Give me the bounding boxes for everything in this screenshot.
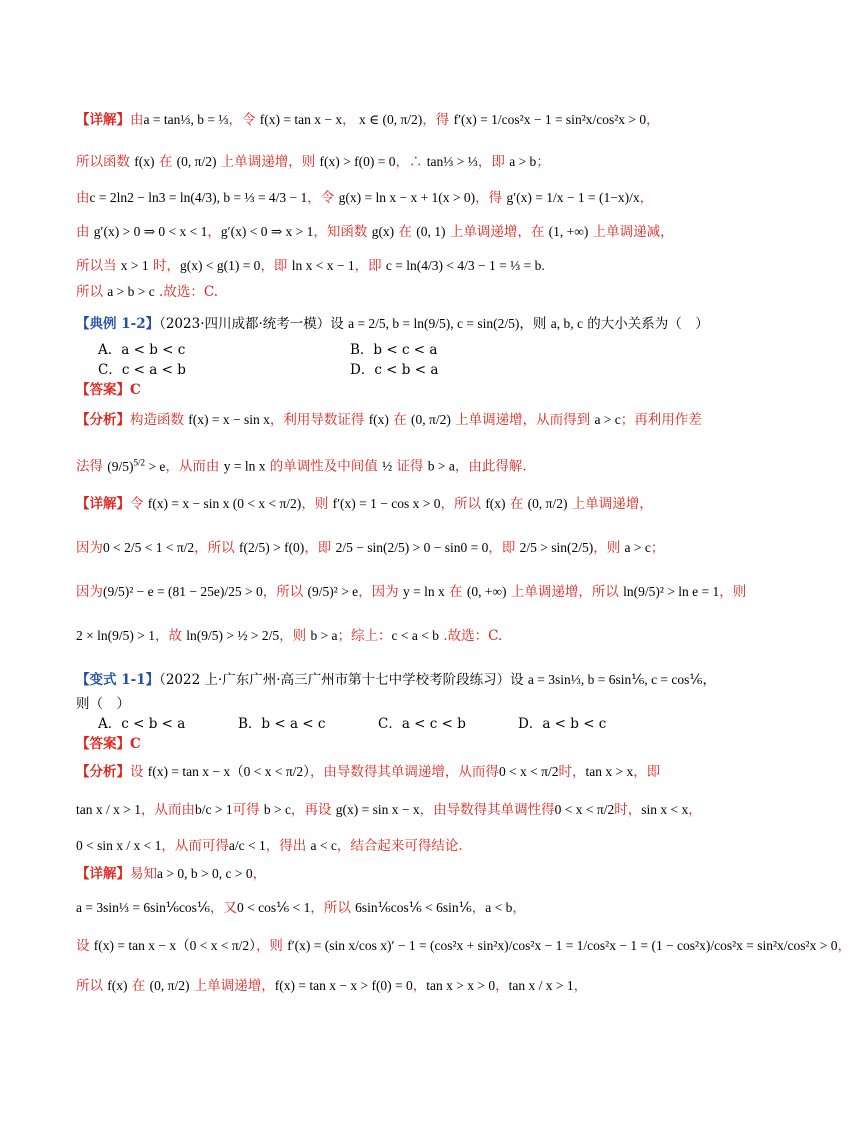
option-b: B．b < c < a [350,342,438,358]
text-line: 2 × ln(9/5) > 1，故 ln(9/5) > ½ > 2/5，则 b > a；综上：c < a < b .故选：C. [76,628,503,644]
option-a: A．a < b < c [98,342,186,358]
option-a: A．c < b < a [98,716,186,732]
text-line: 0 < sin x / x < 1，从而可得a/c < 1，得出 a < c，结合起来可得结论. [76,838,463,854]
text-line: 【分析】设 f(x) = tan x − x（0 < x < π/2），由导数得其单调递增，从而得0 < x < π/2时，tan x > x，即 [76,764,661,780]
text-line: 由c = 2ln2 − ln3 = ln(4/3), b = ⅓ = 4/3 − 1，令 g(x) = ln x − x + 1(x > 0)，得 g′(x) = 1/x − 1 = (1−x)/x， [76,190,654,206]
text-line: 法得 $(9/5)^{5/2} > e$，从而由 y = ln x 的单调性及中间值 ½ 证得 b > a，由此得解. [76,457,527,475]
text-line: 【分析】构造函数 f(x) = x − sin x，利用导数证得 f(x) 在 (0, π/2) 上单调递增，从而得到 a > c；再利用作差 [76,412,702,428]
text-line: 由 g′(x) > 0 ⇒ 0 < x < 1，g′(x) < 0 ⇒ x > 1，知函数 g(x) 在 (0, 1) 上单调递增，在 (1, +∞) 上单调递减， [76,224,674,240]
text-line: 设 f(x) = tan x − x（0 < x < π/2），则 f′(x) = (sin x/cos x)′ − 1 = (cos²x + sin²x)/cos²x − 1 = 1/cos²x − 1 = (1 − cos²x)/cos²x = sin²x/cos²x > 0， [76,938,851,954]
text-line: 所以当 x > 1 时，g(x) < g(1) = 0，即 ln x < x − 1，即 c = ln(4/3) < 4/3 − 1 = ⅓ = b. [76,258,545,274]
option-d: D．c < b < a [350,362,439,378]
option-d: D．a < b < c [518,716,607,732]
text-line: tan x / x > 1，从而由b/c > 1可得 b > c，再设 g(x) = sin x − x，由导数得其单调性得0 < x < π/2时，sin x < x， [76,802,702,818]
text-line: 则（ ） [76,696,130,712]
option-c: C．a < c < b [378,716,466,732]
answer-line: 【答案】C [76,736,141,752]
answer-line: 【答案】C [76,382,141,398]
text-line: a = 3sin⅓ = 6sin⅙cos⅙，又0 < cos⅙ < 1，所以 6sin⅙cos⅙ < 6sin⅙，a < b， [76,900,526,916]
text-line: 所以函数 f(x) 在 (0, π/2) 上单调递增，则 f(x) > f(0) = 0，∴ tan⅓ > ⅓，即 a > b； [76,154,550,170]
text-line: 所以 f(x) 在 (0, π/2) 上单调递增，f(x) = tan x − x > f(0) = 0，tan x > x > 0，tan x / x > 1， [76,978,588,994]
text-line: 所以 a > b > c .故选：C. [76,284,218,300]
text-line: 【详解】令 f(x) = x − sin x (0 < x < π/2)，则 f′(x) = 1 − cos x > 0，所以 f(x) 在 (0, π/2) 上单调递增， [76,496,653,512]
variant-heading: 【变式 1-1】（2022 上·广东广州·高三广州市第十七中学校考阶段练习）设 a = 3sin⅓, b = 6sin⅙, c = cos⅙， [76,672,716,688]
text-line: 因为(9/5)² − e = (81 − 25e)/25 > 0，所以 (9/5)² > e，因为 y = ln x 在 (0, +∞) 上单调递增，所以 ln(9/5)² > ln e = 1，则 [76,584,747,600]
option-c: C．c < a < b [98,362,186,378]
text-line: 因为0 < 2/5 < 1 < π/2，所以 f(2/5) > f(0)，即 2/5 − sin(2/5) > 0 − sin0 = 0，即 2/5 > sin(2/5)，则 a > c； [76,540,665,556]
example-heading: 【典例 1-2】（2023·四川成都·统考一模）设 a = 2/5, b = ln(9/5), c = sin(2/5)，则 a, b, c 的大小关系为（ ） [76,316,709,332]
text-line: 【详解】易知a > 0, b > 0, c > 0， [76,866,267,882]
option-b: B．b < a < c [238,716,326,732]
text-line: 【详解】由a = tan⅓, b = ⅓，令 f(x) = tan x − x， x ∈ (0, π/2)，得 f′(x) = 1/cos²x − 1 = sin²x/cos²x > 0， [76,112,660,128]
